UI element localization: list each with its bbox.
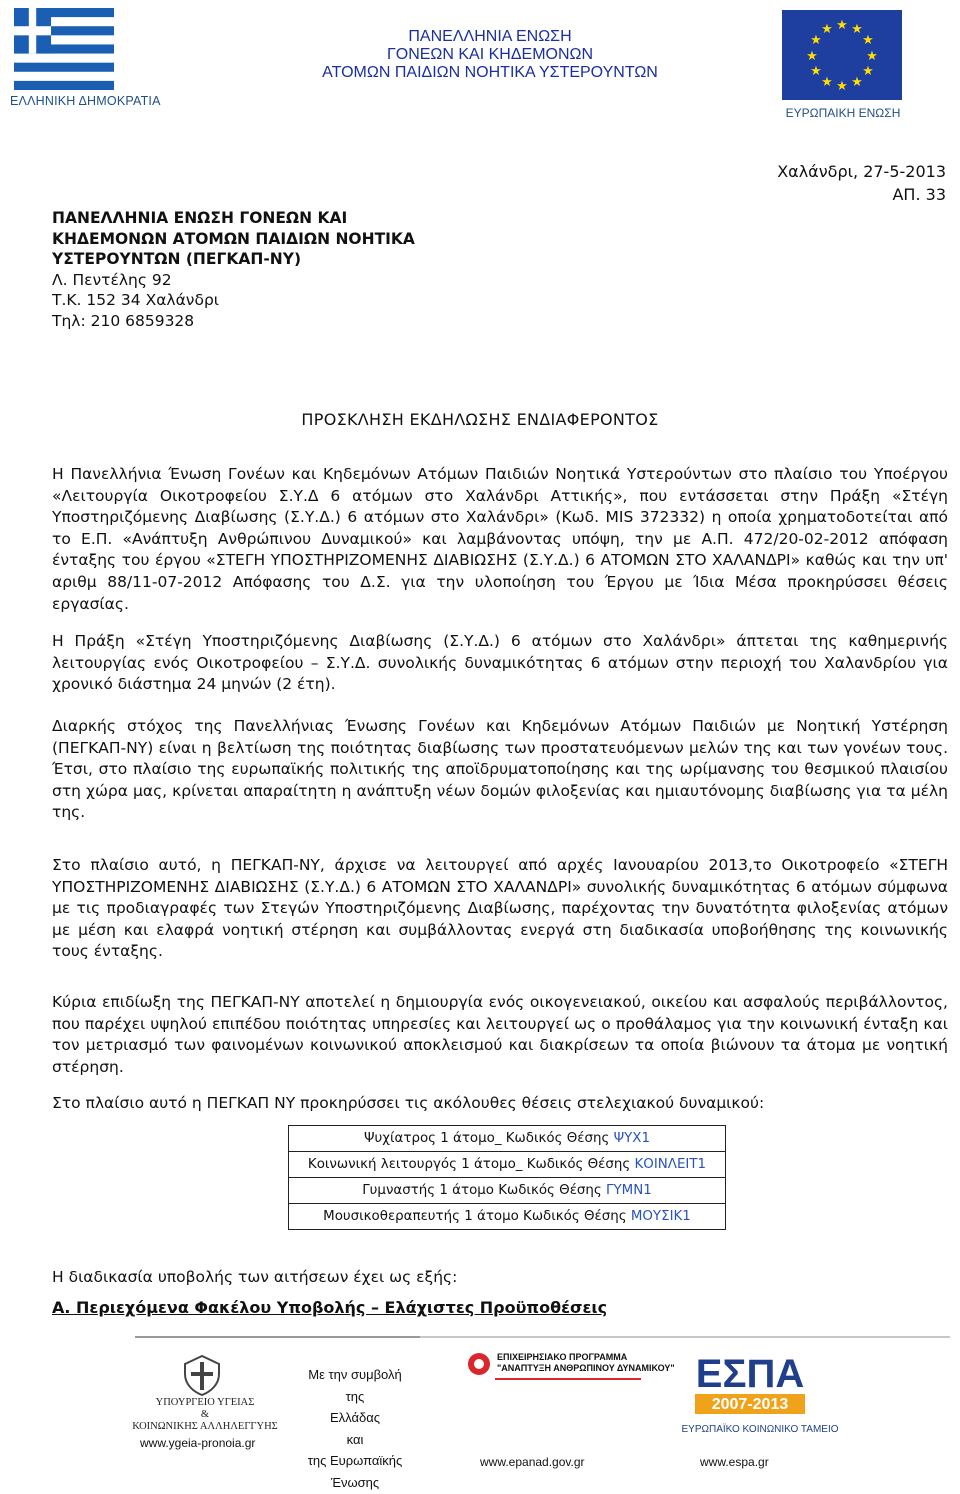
cofunding-line: Ελλάδας bbox=[329, 1410, 380, 1426]
eu-label: ΕΥΡΩΠΑΙΚΗ ΕΝΩΣΗ bbox=[785, 106, 901, 120]
position-code: ΓΥΜΝ1 bbox=[606, 1183, 652, 1198]
association-header-line: ΠΑΝΕΛΛΗΝΙΑ ΕΝΩΣΗ bbox=[408, 28, 572, 45]
svg-text:★: ★ bbox=[836, 18, 848, 33]
paragraph-context: Στο πλαίσιο αυτό, η ΠΕΓΚΑΠ-ΝΥ, άρχισε να λειτουργεί από αρχές Ιανουαρίου 2013,το Οικοτροφείο «ΣΤΕΓΗ ΥΠΟΣΤΗΡΙΖΟΜΕΝΗΣ ΔΙΑΒΙΩΣΗΣ (Σ.Υ.Δ.) 6 ΑΤΟΜΩΝ ΣΤΟ ΧΑΛΑΝΔΡΙ» συνολικής δυναμικότητας 6 ατόμων σύμφωνα με τις προδιαγραφές των Στεγών Υποστηριζόμενης Διαβίωσης, παρέχοντας την δυνατότητα φιλοξενίας ατόμων με μέση και ελαφρά νοητική στέρηση και συμβάλλοντας ενεργά στη διαδικασία υποβοήθησης της κοινωνικής τους ένταξης. bbox=[52, 856, 948, 961]
paragraph-project: Η Πράξη «Στέγη Υποστηριζόμενης Διαβίωσης (Σ.Υ.Δ.) 6 ατόμων στο Χαλάνδρι» άπτεται της καθημερινής λειτουργίας ενός Οικοτροφείου – Σ.Υ.Δ. συνολικής δυναμικότητας 6 ατόμων στην περιοχή του Χαλανδρίου για χρονικό διάστημα 24 μηνών (2 έτη). bbox=[52, 632, 948, 694]
table-row bbox=[289, 1178, 726, 1204]
document-date: Χαλάνδρι, 27-5-2013 bbox=[777, 162, 946, 181]
procedure-text: Η διαδικασία υποβολής των αιτήσεων έχει ως εξής: bbox=[52, 1268, 458, 1286]
position-desc: Μουσικοθεραπευτής 1 άτομο Κωδικός Θέσης bbox=[323, 1209, 627, 1224]
position-cell bbox=[289, 1152, 726, 1178]
sender-phone: Τηλ: 210 6859328 bbox=[52, 311, 195, 330]
svg-text:★: ★ bbox=[851, 75, 863, 90]
footer-divider bbox=[420, 1336, 950, 1338]
table-row bbox=[289, 1204, 726, 1230]
svg-text:★: ★ bbox=[836, 79, 848, 94]
table-row bbox=[289, 1152, 726, 1178]
svg-text:★: ★ bbox=[851, 22, 863, 37]
document-reference: ΑΠ. 33 bbox=[892, 185, 946, 204]
greek-flag-icon bbox=[14, 8, 114, 90]
svg-text:★: ★ bbox=[866, 49, 878, 64]
paragraph-positions-intro: Στο πλαίσιο αυτό η ΠΕΓΚΑΠ ΝΥ προκηρύσσει τις ακόλουθες θέσεις στελεχιακού δυναμικού: bbox=[52, 1094, 765, 1112]
eu-flag-icon bbox=[782, 10, 902, 100]
cofunding-line: και bbox=[346, 1431, 364, 1447]
espa-logo-title: ΕΣΠΑ bbox=[695, 1352, 805, 1396]
paragraph-intro: Η Πανελλήνια Ένωση Γονέων και Κηδεμόνων Ατόμων Παιδιών Νοητικά Υστερούντων στο πλαίσιο του Υποέργου «Λειτουργία Οικοτροφείου Σ.Υ.Δ 6 ατόμων στο Χαλάνδρι Αττικής», που εντάσσεται στην Πράξη «Στέγη Υποστηριζόμενης Διαβίωσης (Σ.Υ.Δ.) 6 ατόμων στο Χαλάνδρι» (Κωδ. MIS 372332) η οποία χρηματοδοτείται από το Ε.Π. «Ανάπτυξη Ανθρώπινου Δυναμικού» και λαμβάνοντας υπόψη, την με Α.Π. 472/20-02-2012 απόφαση ένταξης του έργου «ΣΤΕΓΗ ΥΠΟΣΤΗΡΙΖΟΜΕΝΗΣ ΔΙΑΒΙΩΣΗΣ (Σ.Υ.Δ.) 6 ΑΤΟΜΩΝ ΣΤΟ ΧΑΛΑΝΔΡΙ» καθώς και την υπ' αριθμ 88/11-07-2012 Απόφασης του Δ.Σ. για την υλοποίηση του Έργου με Ίδια Μέσα προκηρύσσει θέσεις εργασίας. bbox=[52, 465, 948, 613]
ministry-name-line: ΥΠΟΥΡΓΕΙΟ ΥΓΕΙΑΣ bbox=[155, 1397, 255, 1408]
sender-name-line: ΠΑΝΕΛΛΗΝΙΑ ΕΝΩΣΗ ΓΟΝΕΩΝ ΚΑΙ bbox=[52, 209, 348, 227]
ep-program-line: ΕΠΙΧΕΙΡΗΣΙΑΚΟ ΠΡΟΓΡΑΜΜΑ bbox=[497, 1352, 628, 1362]
position-cell bbox=[289, 1126, 726, 1152]
svg-text:★: ★ bbox=[821, 75, 833, 90]
cofunding-line: Ένωσης bbox=[330, 1474, 380, 1490]
page-title: ΠΡΟΣΚΛΗΣΗ ΕΚΔΗΛΩΣΗΣ ΕΝΔΙΑΦΕΡΟΝΤΟΣ bbox=[301, 410, 659, 429]
position-code: ΚΟΙΝΛΕΙΤ1 bbox=[634, 1157, 707, 1172]
position-desc: Κοινωνική λειτουργός 1 άτομο_ Κωδικός Θέσης bbox=[307, 1157, 631, 1172]
svg-text:★: ★ bbox=[810, 64, 822, 79]
espa-logo-icon bbox=[695, 1347, 805, 1422]
association-header-line: ΑΤΟΜΩΝ ΠΑΙΔΙΩΝ ΝΟΗΤΙΚΑ ΥΣΤΕΡΟΥΝΤΩΝ bbox=[322, 64, 658, 81]
svg-text:★: ★ bbox=[806, 49, 818, 64]
association-header-line: ΓΟΝΕΩΝ ΚΑΙ ΚΗΔΕΜΟΝΩΝ bbox=[386, 46, 594, 63]
ministry-name-line: & bbox=[200, 1409, 210, 1420]
svg-text:★: ★ bbox=[862, 64, 874, 79]
cofunding-note bbox=[300, 1364, 410, 1494]
ep-website-link[interactable]: www.epanad.gov.gr bbox=[480, 1455, 585, 1469]
cofunding-line: Με την συμβολή της bbox=[308, 1367, 402, 1404]
espa-logo-years: 2007-2013 bbox=[711, 1396, 789, 1413]
ministry-website-link[interactable]: www.ygeia-pronoia.gr bbox=[140, 1436, 256, 1450]
sender-street: Λ. Πεντέλης 92 bbox=[52, 270, 172, 289]
ministry-name bbox=[130, 1397, 280, 1433]
position-code: ΨΥΧ1 bbox=[613, 1131, 650, 1146]
sender-name-line: ΥΣΤΕΡΟΥΝΤΩΝ (ΠΕΓΚΑΠ-ΝΥ) bbox=[52, 250, 302, 269]
sender-name-line: ΚΗΔΕΜΟΝΩΝ ΑΤΟΜΩΝ ΠΑΙΔΙΩΝ ΝΟΗΤΙΚΑ bbox=[52, 229, 415, 248]
position-code: ΜΟΥΣΙΚ1 bbox=[630, 1209, 691, 1224]
position-desc: Γυμναστής 1 άτομο Κωδικός Θέσης bbox=[362, 1183, 602, 1198]
position-cell bbox=[289, 1178, 726, 1204]
ministry-name-line: ΚΟΙΝΩΝΙΚΗΣ ΑΛΛΗΛΕΓΓΥΗΣ bbox=[132, 1421, 278, 1432]
paragraph-goal: Διαρκής στόχος της Πανελλήνιας Ένωσης Γονέων και Κηδεμόνων Ατόμων Παιδιών με Νοητική Υστέρηση (ΠΕΓΚΑΠ-ΝΥ) είναι η βελτίωση της ποιότητας διαβίωσης των προστατευόμενων μελών της και των γονέων τους. Έτσι, στο πλαίσιο της ευρωπαϊκής πολιτικής της αποϊδρυματοποίησης και της ωρίμανσης του θεσμικού πλαισίου στη χώρα μας, κρίνεται απαραίτητη η ανάπτυξη νέων δομών φιλοξενίας και ημιαυτόνομης διαβίωσης για τα μέλη της. bbox=[52, 717, 948, 822]
table-row bbox=[289, 1126, 726, 1152]
svg-text:★: ★ bbox=[862, 33, 874, 48]
cofunding-line: της Ευρωπαϊκής bbox=[307, 1453, 403, 1469]
association-header bbox=[260, 28, 720, 82]
svg-text:★: ★ bbox=[810, 33, 822, 48]
sender-postcode: Τ.Κ. 152 34 Χαλάνδρι bbox=[52, 291, 220, 310]
greek-republic-label: ΕΛΛΗΝΙΚΗ ΔΗΜΟΚΡΑΤΙΑ bbox=[10, 94, 161, 108]
section-a-heading: Α. Περιεχόμενα Φακέλου Υποβολής – Ελάχιστες Προϋποθέσεις bbox=[52, 1298, 608, 1317]
positions-table bbox=[288, 1125, 726, 1230]
greek-emblem-icon bbox=[180, 1352, 224, 1398]
espa-website-link[interactable]: www.espa.gr bbox=[700, 1455, 769, 1469]
ep-program-name bbox=[497, 1352, 675, 1374]
svg-text:★: ★ bbox=[821, 22, 833, 37]
paragraph-objective: Κύρια επιδίωξη της ΠΕΓΚΑΠ-ΝΥ αποτελεί η δημιουργία ενός οικογενειακού, οικείου και ασφαλούς περιβάλλοντος, που παρέχει υψηλού επιπέδου ποιότητας υπηρεσίες και λειτουργεί ως ο προθάλαμος για την κοινωνική ένταξη και τον μετριασμό των φαινομένων κοινωνικού αποκλεισμού και διακρίσεων τα οποία βιώνουν τα άτομα με νοητική στέρηση. bbox=[52, 993, 948, 1076]
position-cell bbox=[289, 1204, 726, 1230]
sender-address bbox=[52, 208, 415, 332]
position-desc: Ψυχίατρος 1 άτομο_ Κωδικός Θέσης bbox=[364, 1131, 610, 1146]
ep-program-line: "ΑΝΑΠΤΥΞΗ ΑΝΘΡΩΠΙΝΟΥ ΔΥΝΑΜΙΚΟΥ" bbox=[497, 1363, 675, 1373]
espa-fund-label: ΕΥΡΩΠΑΪΚΟ ΚΟΙΝΩΝΙΚΟ ΤΑΜΕΙΟ bbox=[681, 1424, 839, 1435]
